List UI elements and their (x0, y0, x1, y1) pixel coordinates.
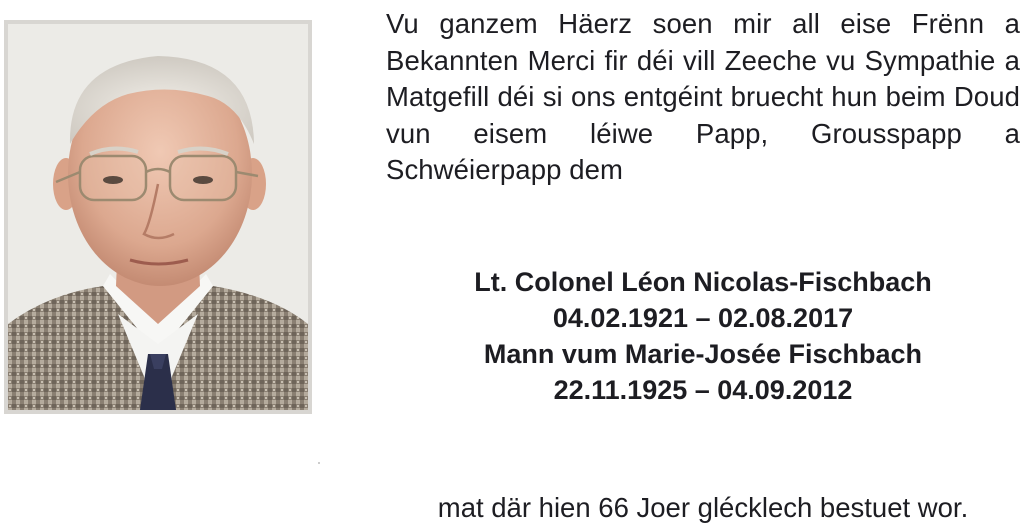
portrait-photo-frame (4, 20, 312, 414)
deceased-name: Lt. Colonel Léon Nicolas-Fischbach (474, 267, 932, 297)
spouse-name: Mann vum Marie-Josée Fischbach (483, 339, 923, 369)
scan-speck (318, 462, 320, 464)
intro-paragraph: Vu ganzem Häerz soen mir all eise Frënn a Bekannten Merci fir déi vill Zeeche vu Sympathie a Matgefill déi si ons entgéint bruecht hun beim Doud vun eisem léiwe Papp, Grousspapp a Schwéierpapp dem (386, 8, 1020, 185)
closing-line: mat där hien 66 Joer glécklech bestuet wor. (437, 492, 969, 523)
portrait-photo (8, 24, 308, 410)
portrait-illustration (8, 24, 308, 410)
deceased-details (386, 264, 1020, 408)
spouse-dates: 22.11.1925 – 04.09.2012 (553, 375, 853, 405)
deceased-dates: 04.02.1921 – 02.08.2017 (552, 303, 854, 333)
